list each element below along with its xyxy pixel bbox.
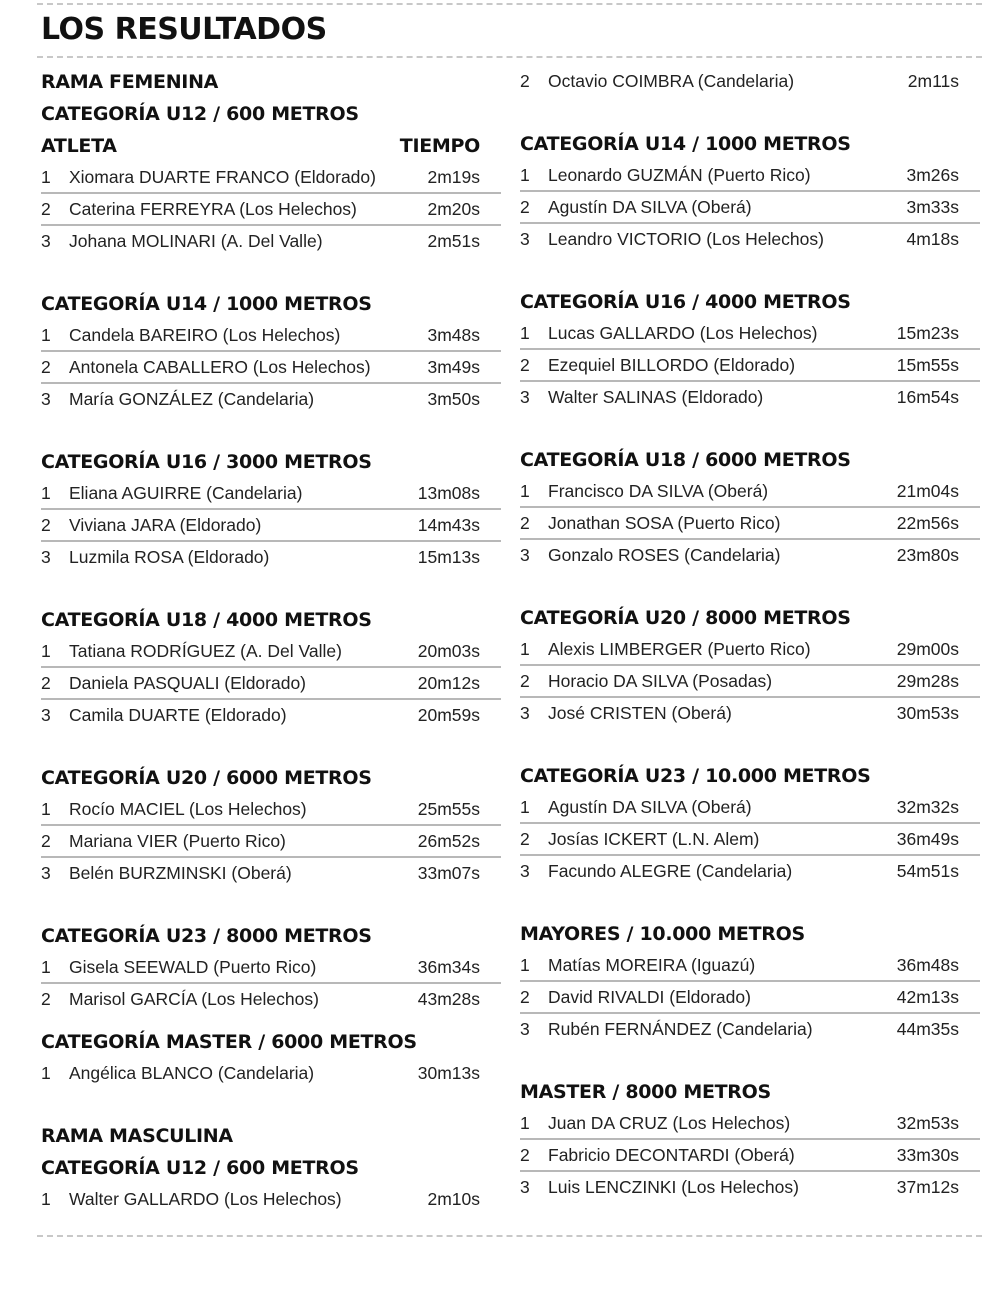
category-heading: CATEGORÍA U14 / 1000 METROS — [520, 133, 851, 155]
result-row — [41, 668, 501, 700]
position-number: 2 — [41, 673, 51, 693]
left-column — [41, 66, 501, 1216]
finish-time: 36m49s — [896, 829, 959, 849]
category-block — [41, 446, 501, 574]
table-column-headers — [41, 130, 480, 162]
athlete-name: Fabricio DECONTARDI (Oberá) — [548, 1145, 795, 1165]
finish-time: 2m51s — [427, 231, 480, 251]
result-row — [520, 792, 980, 824]
athlete-name: Horacio DA SILVA (Posadas) — [548, 671, 773, 691]
finish-time: 3m49s — [427, 357, 480, 377]
position-number: 1 — [520, 639, 530, 659]
spacer — [41, 890, 501, 920]
category-block — [520, 128, 980, 256]
result-row — [520, 1014, 980, 1046]
category-heading: CATEGORÍA U18 / 4000 METROS — [41, 609, 372, 631]
position-number: 1 — [41, 957, 51, 977]
finish-time: 23m80s — [896, 545, 959, 565]
category-heading: CATEGORÍA U20 / 6000 METROS — [41, 767, 372, 789]
position-number: 2 — [41, 989, 51, 1009]
position-number: 2 — [41, 199, 51, 219]
athlete-name: Walter GALLARDO (Los Helechos) — [69, 1189, 342, 1209]
spacer — [41, 1016, 501, 1026]
column-header-tiempo: TIEMPO — [399, 135, 480, 157]
finish-time: 20m12s — [417, 673, 480, 693]
finish-time: 33m30s — [896, 1145, 959, 1165]
finish-time: 26m52s — [417, 831, 480, 851]
category-block — [41, 288, 501, 416]
result-row — [520, 666, 980, 698]
position-number: 1 — [520, 165, 530, 185]
result-row — [520, 698, 980, 730]
athlete-name: Alexis LIMBERGER (Puerto Rico) — [548, 639, 811, 659]
section-heading-rama-femenina: RAMA FEMENINA — [41, 71, 219, 93]
finish-time: 32m32s — [896, 797, 959, 817]
result-row — [520, 66, 980, 98]
category-heading: CATEGORÍA MASTER / 6000 METROS — [41, 1031, 417, 1053]
finish-time: 3m33s — [906, 197, 959, 217]
category-block — [41, 762, 501, 890]
spacer — [520, 98, 980, 128]
spacer — [520, 730, 980, 760]
result-row — [520, 634, 980, 666]
finish-time: 20m59s — [417, 705, 480, 725]
position-number: 2 — [41, 515, 51, 535]
athlete-name: José CRISTEN (Oberá) — [548, 703, 732, 723]
position-number: 1 — [41, 1189, 51, 1209]
position-number: 3 — [41, 389, 51, 409]
finish-time: 13m08s — [417, 483, 480, 503]
finish-time: 33m07s — [417, 863, 480, 883]
spacer — [520, 1046, 980, 1076]
result-row — [41, 320, 501, 352]
spacer — [520, 414, 980, 444]
finish-time: 22m56s — [896, 513, 959, 533]
category-block — [520, 1076, 980, 1204]
position-number: 3 — [520, 703, 530, 723]
position-number: 1 — [41, 167, 51, 187]
result-row — [41, 478, 501, 510]
category-block — [520, 444, 980, 572]
athlete-name: Jonathan SOSA (Puerto Rico) — [548, 513, 781, 533]
athlete-name: Luis LENCZINKI (Los Helechos) — [548, 1177, 799, 1197]
athlete-name: Xiomara DUARTE FRANCO (Eldorado) — [69, 167, 376, 187]
finish-time: 15m23s — [896, 323, 959, 343]
spacer — [520, 572, 980, 602]
category-heading: CATEGORÍA U23 / 10.000 METROS — [520, 765, 871, 787]
position-number: 3 — [520, 545, 530, 565]
result-row — [520, 1140, 980, 1172]
athlete-name: Candela BAREIRO (Los Helechos) — [69, 325, 341, 345]
category-block — [520, 918, 980, 1046]
athlete-name: Octavio COIMBRA (Candelaria) — [548, 71, 795, 91]
finish-time: 21m04s — [896, 481, 959, 501]
category-heading: CATEGORÍA U12 / 600 METROS — [41, 1157, 359, 1179]
result-row — [520, 350, 980, 382]
position-number: 3 — [41, 705, 51, 725]
position-number: 1 — [41, 641, 51, 661]
position-number: 1 — [41, 799, 51, 819]
athlete-name: Walter SALINAS (Eldorado) — [548, 387, 764, 407]
athlete-name: Marisol GARCÍA (Los Helechos) — [69, 989, 319, 1009]
result-row — [41, 162, 501, 194]
category-heading: MASTER / 8000 METROS — [520, 1081, 771, 1103]
result-row — [41, 352, 501, 384]
position-number: 3 — [41, 863, 51, 883]
top-divider — [37, 3, 982, 5]
finish-time: 30m53s — [896, 703, 959, 723]
athlete-name: Leandro VICTORIO (Los Helechos) — [548, 229, 824, 249]
result-row — [41, 1058, 501, 1090]
result-row — [520, 382, 980, 414]
athlete-name: Juan DA CRUZ (Los Helechos) — [548, 1113, 791, 1133]
result-row — [41, 1184, 501, 1216]
athlete-name: Facundo ALEGRE (Candelaria) — [548, 861, 793, 881]
position-number: 2 — [41, 831, 51, 851]
athlete-name: Lucas GALLARDO (Los Helechos) — [548, 323, 818, 343]
category-block — [520, 286, 980, 414]
category-block — [41, 1026, 501, 1090]
result-row — [41, 984, 501, 1016]
athlete-name: Josías ICKERT (L.N. Alem) — [548, 829, 760, 849]
athlete-name: Luzmila ROSA (Eldorado) — [69, 547, 270, 567]
position-number: 1 — [41, 325, 51, 345]
spacer — [41, 1090, 501, 1120]
position-number: 2 — [520, 829, 530, 849]
finish-time: 3m26s — [906, 165, 959, 185]
finish-time: 37m12s — [896, 1177, 959, 1197]
athlete-name: Eliana AGUIRRE (Candelaria) — [69, 483, 303, 503]
position-number: 3 — [41, 231, 51, 251]
position-number: 3 — [520, 1177, 530, 1197]
column-header-atleta: ATLETA — [41, 135, 117, 157]
finish-time: 36m48s — [896, 955, 959, 975]
spacer — [41, 732, 501, 762]
athlete-name: Rocío MACIEL (Los Helechos) — [69, 799, 307, 819]
finish-time: 16m54s — [896, 387, 959, 407]
athlete-name: Camila DUARTE (Eldorado) — [69, 705, 287, 725]
result-row — [520, 1108, 980, 1140]
athlete-name: Matías MOREIRA (Iguazú) — [548, 955, 756, 975]
position-number: 2 — [520, 355, 530, 375]
athlete-name: Caterina FERREYRA (Los Helechos) — [69, 199, 357, 219]
category-block — [41, 604, 501, 732]
result-row — [520, 192, 980, 224]
athlete-name: Tatiana RODRÍGUEZ (A. Del Valle) — [69, 641, 342, 661]
position-number: 2 — [41, 357, 51, 377]
finish-time: 15m55s — [896, 355, 959, 375]
athlete-name: Gonzalo ROSES (Candelaria) — [548, 545, 781, 565]
position-number: 2 — [520, 671, 530, 691]
bottom-divider — [37, 1235, 982, 1237]
category-block — [41, 920, 501, 1016]
athlete-name: Agustín DA SILVA (Oberá) — [548, 197, 752, 217]
result-row — [520, 824, 980, 856]
athlete-name: Angélica BLANCO (Candelaria) — [69, 1063, 315, 1083]
finish-time: 43m28s — [417, 989, 480, 1009]
finish-time: 20m03s — [417, 641, 480, 661]
finish-time: 14m43s — [417, 515, 480, 535]
position-number: 1 — [520, 323, 530, 343]
right-column — [520, 66, 980, 1204]
spacer — [41, 416, 501, 446]
athlete-name: Belén BURZMINSKI (Oberá) — [69, 863, 292, 883]
position-number: 1 — [520, 955, 530, 975]
result-row — [520, 160, 980, 192]
category-heading: CATEGORÍA U20 / 8000 METROS — [520, 607, 851, 629]
athlete-name: David RIVALDI (Eldorado) — [548, 987, 751, 1007]
position-number: 1 — [41, 1063, 51, 1083]
position-number: 1 — [520, 481, 530, 501]
finish-time: 32m53s — [896, 1113, 959, 1133]
result-row — [520, 318, 980, 350]
athlete-name: Rubén FERNÁNDEZ (Candelaria) — [548, 1019, 813, 1039]
athlete-name: Antonela CABALLERO (Los Helechos) — [69, 357, 371, 377]
result-row — [41, 794, 501, 826]
athlete-name: Mariana VIER (Puerto Rico) — [69, 831, 286, 851]
finish-time: 25m55s — [417, 799, 480, 819]
result-row — [520, 224, 980, 256]
title-divider — [37, 56, 982, 58]
finish-time: 2m10s — [427, 1189, 480, 1209]
result-row — [41, 510, 501, 542]
category-block — [41, 98, 501, 258]
category-block — [520, 602, 980, 730]
athlete-name: Johana MOLINARI (A. Del Valle) — [69, 231, 323, 251]
result-row — [41, 194, 501, 226]
finish-time: 44m35s — [896, 1019, 959, 1039]
position-number: 3 — [41, 547, 51, 567]
finish-time: 4m18s — [906, 229, 959, 249]
finish-time: 2m19s — [427, 167, 480, 187]
position-number: 2 — [520, 197, 530, 217]
result-row — [41, 384, 501, 416]
result-row — [41, 226, 501, 258]
position-number: 3 — [520, 229, 530, 249]
position-number: 2 — [520, 71, 530, 91]
spacer — [41, 574, 501, 604]
finish-time: 30m13s — [417, 1063, 480, 1083]
page-title: LOS RESULTADOS — [41, 12, 327, 47]
result-row — [41, 826, 501, 858]
result-row — [520, 476, 980, 508]
finish-time: 2m20s — [427, 199, 480, 219]
athlete-name: Leonardo GUZMÁN (Puerto Rico) — [548, 165, 811, 185]
position-number: 2 — [520, 1145, 530, 1165]
result-row — [41, 952, 501, 984]
result-row — [520, 1172, 980, 1204]
spacer — [520, 888, 980, 918]
position-number: 1 — [41, 483, 51, 503]
position-number: 3 — [520, 1019, 530, 1039]
finish-time: 36m34s — [417, 957, 480, 977]
finish-time: 3m48s — [427, 325, 480, 345]
category-heading: CATEGORÍA U18 / 6000 METROS — [520, 449, 851, 471]
athlete-name: María GONZÁLEZ (Candelaria) — [69, 389, 315, 409]
finish-time: 42m13s — [896, 987, 959, 1007]
finish-time: 54m51s — [896, 861, 959, 881]
athlete-name: Daniela PASQUALI (Eldorado) — [69, 673, 307, 693]
athlete-name: Viviana JARA (Eldorado) — [69, 515, 262, 535]
category-heading: CATEGORÍA U16 / 4000 METROS — [520, 291, 851, 313]
position-number: 3 — [520, 387, 530, 407]
position-number: 3 — [520, 861, 530, 881]
result-row — [520, 508, 980, 540]
category-block — [520, 760, 980, 888]
category-heading: CATEGORÍA U16 / 3000 METROS — [41, 451, 372, 473]
result-row — [520, 950, 980, 982]
category-heading: MAYORES / 10.000 METROS — [520, 923, 805, 945]
finish-time: 2m11s — [907, 71, 959, 91]
result-row — [520, 856, 980, 888]
category-block — [41, 1152, 501, 1216]
result-row — [41, 542, 501, 574]
position-number: 2 — [520, 513, 530, 533]
spacer — [41, 258, 501, 288]
position-number: 1 — [520, 797, 530, 817]
position-number: 2 — [520, 987, 530, 1007]
category-heading: CATEGORÍA U23 / 8000 METROS — [41, 925, 372, 947]
result-row — [41, 858, 501, 890]
category-heading: CATEGORÍA U14 / 1000 METROS — [41, 293, 372, 315]
finish-time: 3m50s — [427, 389, 480, 409]
athlete-name: Agustín DA SILVA (Oberá) — [548, 797, 752, 817]
result-row — [520, 540, 980, 572]
athlete-name: Gisela SEEWALD (Puerto Rico) — [69, 957, 317, 977]
section-heading-rama-masculina: RAMA MASCULINA — [41, 1125, 233, 1147]
result-row — [41, 700, 501, 732]
athlete-name: Ezequiel BILLORDO (Eldorado) — [548, 355, 796, 375]
athlete-name: Francisco DA SILVA (Oberá) — [548, 481, 769, 501]
finish-time: 29m00s — [896, 639, 959, 659]
finish-time: 15m13s — [417, 547, 480, 567]
spacer — [520, 256, 980, 286]
result-row — [520, 982, 980, 1014]
position-number: 1 — [520, 1113, 530, 1133]
finish-time: 29m28s — [896, 671, 959, 691]
result-row — [41, 636, 501, 668]
category-heading: CATEGORÍA U12 / 600 METROS — [41, 103, 359, 125]
